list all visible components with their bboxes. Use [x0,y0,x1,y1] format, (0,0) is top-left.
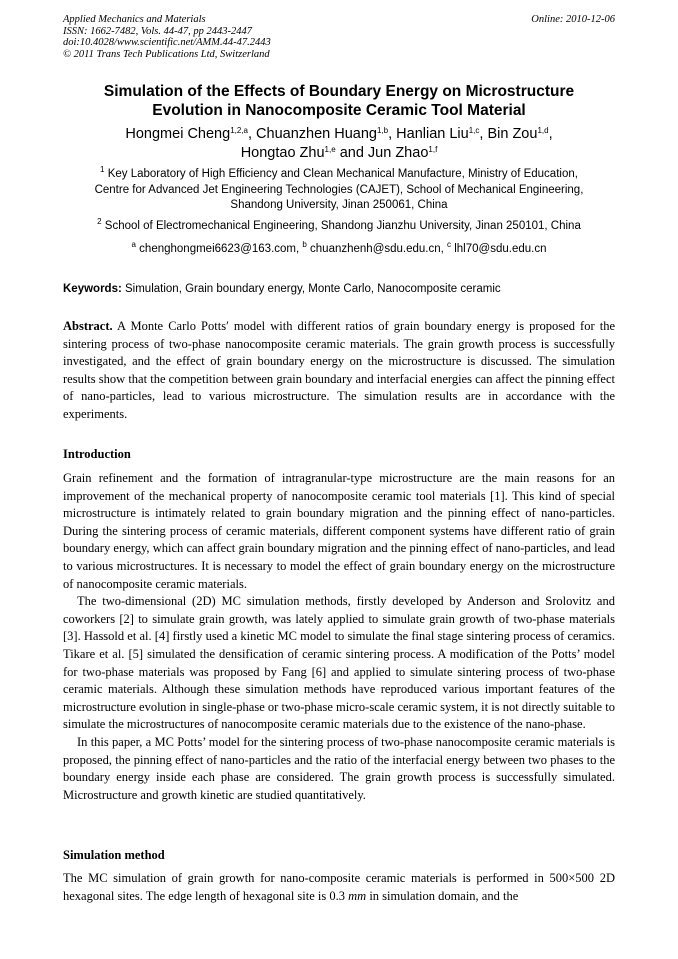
author-sep: , [247,126,257,142]
title-line-1: Simulation of the Effects of Boundary Energy on Microstructure [103,83,575,100]
affiliation-line: Centre for Advanced Jet Engineering Technologies (CAJET), School of Mechanical Engineering, [94,183,584,196]
author-line-1 [63,125,615,144]
affiliation-line: Key Laboratory of High Efficiency and Clean Mechanical Manufacture, Ministry of Education, [107,168,578,180]
keywords-line [63,282,615,297]
unit-text: mm [348,888,367,903]
section-heading-simulation: Simulation method [63,848,165,862]
doi-line[interactable]: doi:10.4028/www.scientific.net/AMM.44-47.2443 [63,37,271,48]
paragraph: In this paper, a MC Potts’ model for the sintering process of two-phase nanocomposite ceramic materials is proposed, the pinning effect of nano-particles and the ratio of the interfacial energy between two phases to the boundary energy inside each phase are considered. The grain growth process is successfully simulated. Microstructure and growth kinetic are studied quantitatively. [63,734,615,802]
author-name: Jun Zhao [367,145,429,161]
paper-title [63,82,615,120]
paragraph: The two-dimensional (2D) MC simulation methods, firstly developed by Anderson and Srolovitz and coworkers [2] to simulate grain growth, was lately applied to simulate grain growth of two-phase materials [3]. Hassold et al. [4] firstly used a kinetic MC model to simulate the final stage sintering process of ceramics. Tikare et al. [5] simulated the densification of ceramic sintering process. A modification of the Potts’ model for two-phase materials was proposed by Fang [6] and applied to simulate sintering process of two-phase ceramic materials. Although these simulation methods have reproduced various important features of the microstructure evolution in single-phase or two-phase micro-scale ceramic system, it is not directly suitable to simulate the microstructures of nanocomposite ceramic materials due to the existence of the nano-phase. [63,594,615,732]
email-address[interactable]: chuanzhenh@sdu.edu.cn, [310,243,448,255]
simulation-text: The MC simulation of grain growth for nano-composite ceramic materials is performed in 500×500 2D hexagonal sites. The edge length of hexagonal site is 0.3 [63,871,619,903]
author-sep: , [388,126,397,142]
author-sup: 1,e [324,145,336,154]
issn-line: ISSN: 1662-7482, Vols. 44-47, pp 2443-2447 [63,25,252,37]
author-sup: 1,f [428,145,438,154]
abstract-label: Abstract. [63,319,113,333]
simulation-text: in simulation domain, and the [366,888,519,903]
keywords-label: Keywords: [63,283,122,295]
journal-name: Applied Mechanics and Materials [63,14,206,25]
email-address[interactable]: lhl70@sdu.edu.cn [454,243,547,255]
email-list [63,242,615,257]
paragraph [63,870,619,905]
author-sup: 1,d [537,126,549,135]
abstract [63,318,615,424]
author-name: Hanlian Liu [396,126,469,142]
online-date: Online: 2010-12-06 [531,14,615,25]
affiliation-2 [63,219,615,235]
affiliation-sup: 1 [100,165,105,174]
journal-header [63,14,615,60]
author-sep: , [479,126,488,142]
author-line-2 [63,144,615,163]
email-address[interactable]: chenghongmei6623@163.com, [139,243,303,255]
author-sep: and [335,145,368,161]
author-name: Hongtao Zhu [240,145,325,161]
affiliation-1 [63,167,615,214]
affiliation-sup: 2 [97,217,102,226]
email-sup: a [131,240,136,249]
paragraph: Grain refinement and the formation of intragranular-type microstructure are the main reasons for an improvement of the mechanical property of nanocomposite ceramic tool materials [1]. This kind of special microstructure is intimately related to grain boundary migration and the pinning effect of nano-particles. During the sintering process of ceramic materials, different component systems have different ratio of grain boundary energy, which can affect grain boundary migration and the pinning effect of nano-particles, and lead to various microstructures. It is necessary to model the effect of grain boundary energy on the microstructure of nanocomposite ceramic materials. [63,471,615,591]
author-sup: 1,b [376,126,389,135]
introduction-body [63,470,615,804]
author-name: Hongmei Cheng [125,126,231,142]
author-list [63,125,615,163]
abstract-text: A Monte Carlo Potts′ model with different ratios of grain boundary energy is proposed for the sintering process of two-phase nanocomposite ceramic materials. The grain growth process is successfully investigated, and the effect of grain boundary energy on the microstructure is discussed. The simulation results show that the competition between grain boundary and interfacial energies can affect the pinning effect of nano-particles, lead to various microstructure. The simulation results are in accordance with the experiments. [63,319,615,421]
author-sup: 1,c [468,126,480,135]
affiliation-line: School of Electromechanical Engineering, Shandong Jianzhu University, Jinan 250101, China [104,220,581,232]
author-sup: 1,2,a [230,126,248,135]
section-heading-introduction: Introduction [63,447,131,461]
keywords-text: Simulation, Grain boundary energy, Monte Carlo, Nanocomposite ceramic [125,283,501,295]
simulation-body [63,870,619,905]
author-name: Chuanzhen Huang [256,126,377,142]
email-sup: b [302,240,307,249]
copyright-line: © 2011 Trans Tech Publications Ltd, Switzerland [63,48,270,60]
author-name: Bin Zou [487,126,538,142]
email-sup: c [447,240,452,249]
title-line-2: Evolution in Nanocomposite Ceramic Tool Material [152,102,526,119]
author-sep: , [548,126,553,142]
affiliation-line: Shandong University, Jinan 250061, China [230,199,448,211]
